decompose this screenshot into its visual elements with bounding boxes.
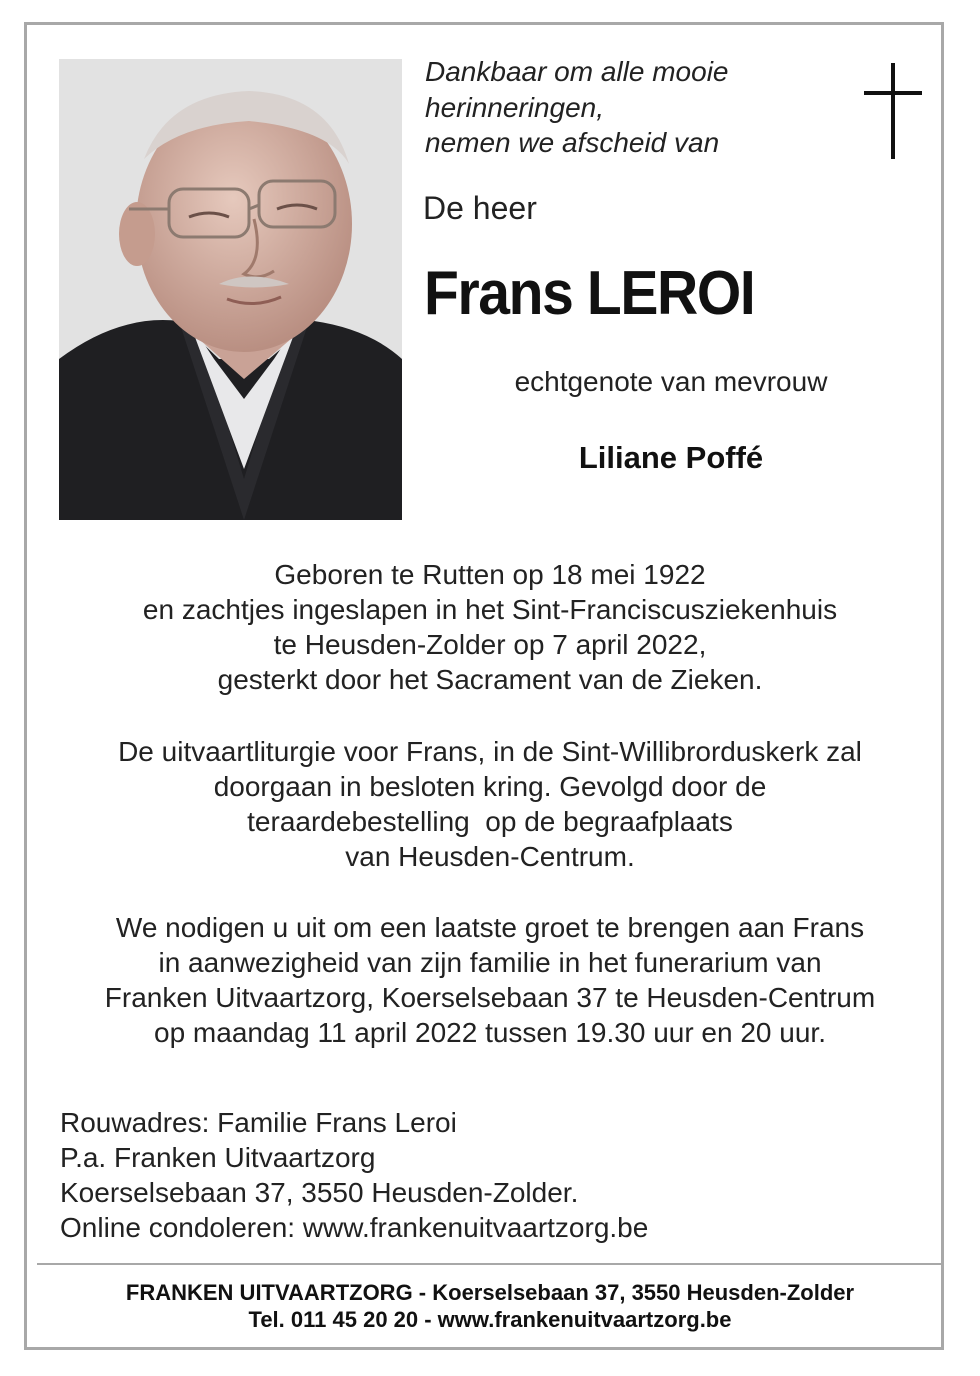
paragraph-line: te Heusden-Zolder op 7 april 2022, [273,629,707,660]
paragraph-line: De uitvaartliturgie voor Frans, in de Sint-Willibrorduskerk zal [118,736,862,767]
deceased-name: Frans LEROI [424,259,755,328]
footer-line: Tel. 011 45 20 20 - www.frankenuitvaartzorg.be [248,1307,732,1332]
address-line: P.a. Franken Uitvaartzorg [60,1142,376,1173]
paragraph-line: doorgaan in besloten kring. Gevolgd door de [213,771,767,802]
paragraph-line: teraardebestelling op de begraafplaats [247,806,733,837]
intro-line: herinneringen, [425,91,605,123]
paragraph-line: We nodigen u uit om een laatste groet te brengen aan Frans [115,912,865,943]
paragraph-line: en zachtjes ingeslapen in het Sint-Franciscusziekenhuis [142,594,838,625]
address-line: Online condoleren: www.frankenuitvaartzorg.be [60,1212,649,1243]
footer-line: FRANKEN UITVAARTZORG - Koerselsebaan 37, 3550 Heusden-Zolder [125,1280,855,1305]
mourning-address [60,1105,648,1245]
paragraph-line: op maandag 11 april 2022 tussen 19.30 uur en 20 uur. [154,1017,826,1048]
paragraph-line: Franken Uitvaartzorg, Koerselsebaan 37 te Heusden-Centrum [104,982,876,1013]
paragraph-line: in aanwezigheid van zijn familie in het funerarium van [158,947,822,978]
portrait-photo [59,59,402,520]
funeral-paragraph [30,734,950,874]
footer-divider [37,1263,943,1265]
spouse-label: echtgenote van mevrouw [514,366,828,397]
cross-icon [864,63,922,159]
intro-line: Dankbaar om alle mooie [425,56,729,87]
funeral-home-footer [30,1279,950,1333]
paragraph-line: gesterkt door het Sacrament van de Zieken. [217,664,763,695]
spouse-name: Liliane Poffé [578,440,764,475]
address-line: Rouwadres: Familie Frans Leroi [60,1107,457,1138]
paragraph-line: van Heusden-Centrum. [345,841,635,872]
salutation: De heer [423,190,537,226]
intro-line: nemen we afscheid van [425,127,720,158]
visitation-paragraph [30,910,950,1050]
paragraph-line: Geboren te Rutten op 18 mei 1922 [274,559,706,590]
address-line: Koerselsebaan 37, 3550 Heusden-Zolder. [60,1177,579,1208]
intro-text [425,54,845,161]
birth-death-paragraph [30,557,950,697]
